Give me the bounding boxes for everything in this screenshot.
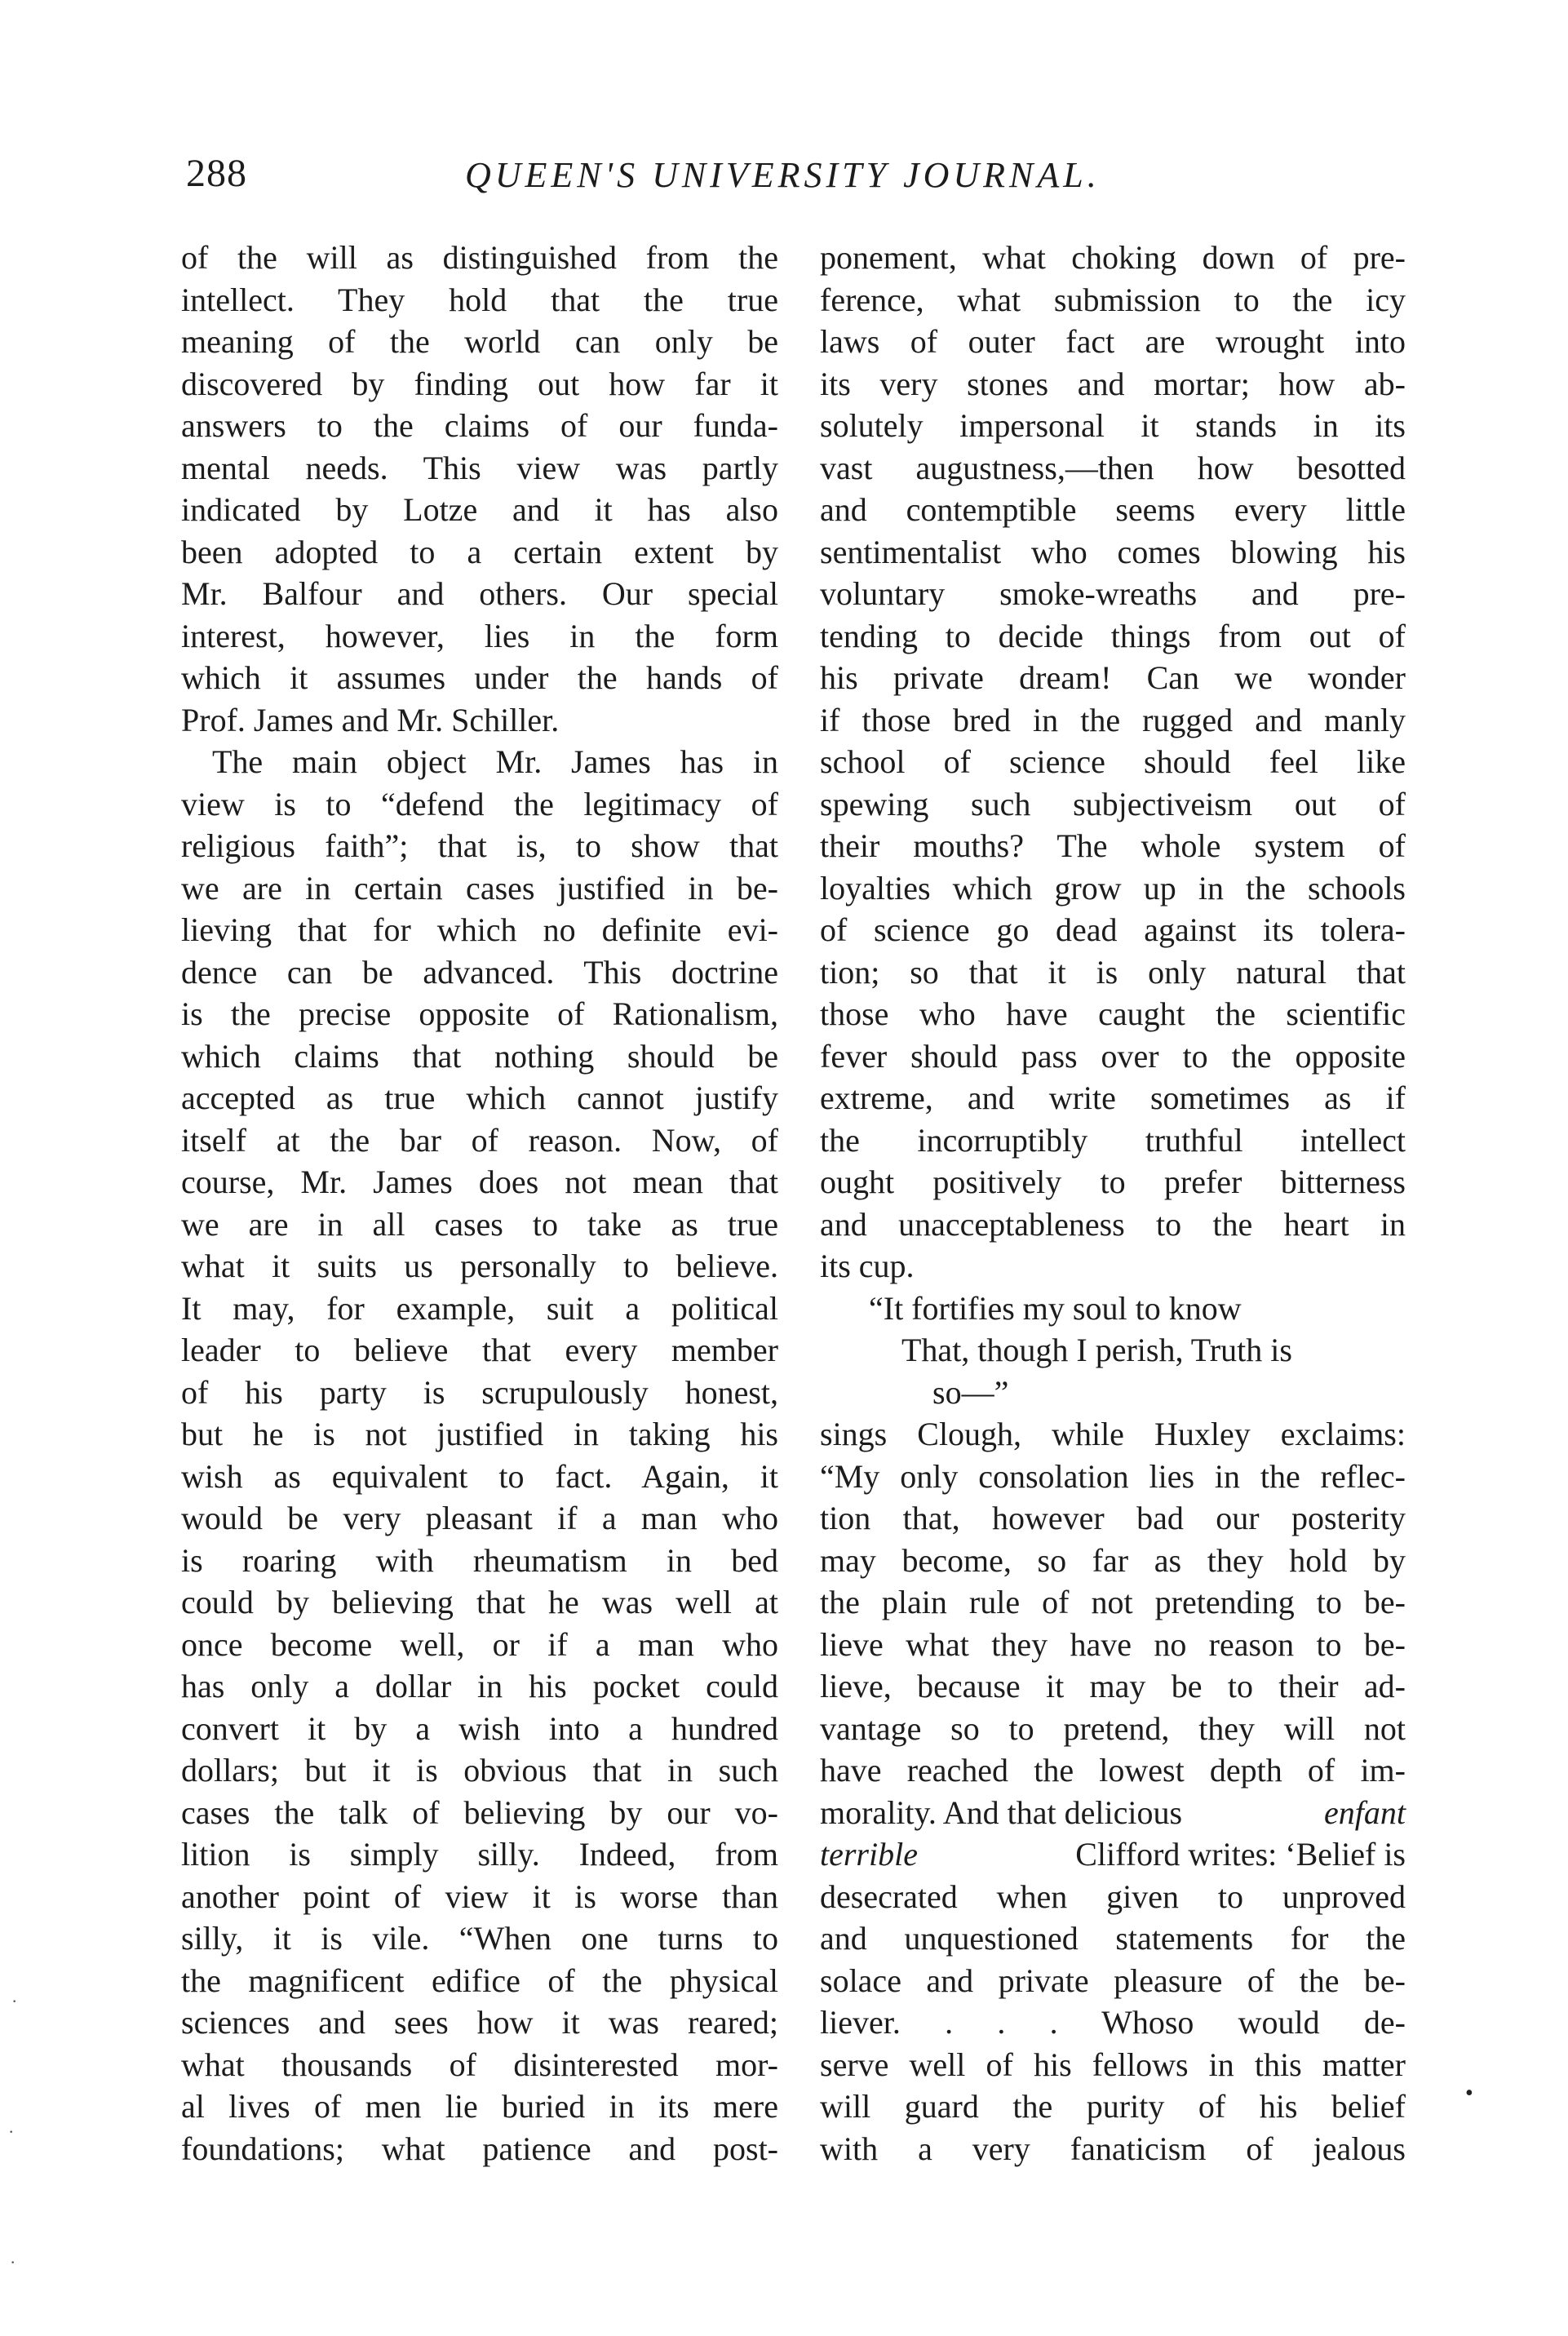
text-line: those who have caught the scientific — [820, 995, 1406, 1032]
page-number: 288 — [186, 152, 247, 195]
text-line: we are in certain cases justified in be- — [181, 869, 778, 906]
text-line: religious faith”; that is, to show that — [181, 827, 778, 864]
text-line: have reached the lowest depth of im- — [820, 1752, 1406, 1789]
text-line: its very stones and mortar; how ab- — [820, 365, 1406, 402]
text-line: the plain rule of not pretending to be- — [820, 1584, 1406, 1620]
text-line: of his party is scrupulously honest, — [181, 1373, 778, 1411]
text-line: spewing such subjectiveism out of — [820, 785, 1406, 822]
text-line: their mouths? The whole system of — [820, 827, 1406, 864]
text-line: dence can be advanced. This doctrine — [181, 953, 778, 991]
text-line: and unquestioned statements for the — [820, 1920, 1406, 1957]
text-line: tending to decide things from out of — [820, 617, 1406, 654]
text-line: with a very fanaticism of jealous — [820, 2130, 1406, 2167]
text-line: wish as equivalent to fact. Again, it — [181, 1457, 778, 1495]
text-line: liever. . . . Whoso would de- — [820, 2004, 1406, 2041]
scan-speck: · — [10, 2252, 16, 2272]
text-line: discovered by finding out how far it — [181, 365, 778, 402]
text-line: The main object Mr. James has in — [212, 743, 778, 780]
text-line: serve well of his fellows in this matter — [820, 2046, 1406, 2083]
text-line: his private dream! Can we wonder — [820, 659, 1406, 696]
right-column — [820, 237, 1406, 2170]
text-line: dollars; but it is obvious that in such — [181, 1752, 778, 1789]
text-line: leader to believe that every member — [181, 1332, 778, 1368]
text-line — [820, 1792, 1406, 1834]
text-line: has only a dollar in his pocket could — [181, 1668, 778, 1704]
text-line: convert it by a wish into a hundred — [181, 1709, 778, 1747]
text-line: which it assumes under the hands of — [181, 659, 778, 696]
text-line: foundations; what patience and post- — [181, 2130, 778, 2167]
text-line: course, Mr. James does not mean that — [181, 1164, 778, 1200]
text-line: vast augustness,—then how besotted — [820, 449, 1406, 486]
text-line: view is to “defend the legitimacy of — [181, 785, 778, 822]
text-line: lition is simply silly. Indeed, from — [181, 1836, 778, 1873]
text-line: ference, what submission to the icy — [820, 281, 1406, 318]
text-line: meaning of the world can only be — [181, 323, 778, 360]
text-line: voluntary smoke-wreaths and pre- — [820, 575, 1406, 612]
text-line: cases the talk of believing by our vo- — [181, 1793, 778, 1831]
text-line: “My only consolation lies in the reflec- — [820, 1457, 1406, 1495]
running-head: QUEEN'S UNIVERSITY JOURNAL. — [465, 155, 1101, 195]
text-line: intellect. They hold that the true — [181, 281, 778, 318]
text-line: the magnificent edifice of the physical — [181, 1961, 778, 1999]
text-line: which claims that nothing should be — [181, 1037, 778, 1075]
text-line: what thousands of disinterested mor- — [181, 2046, 778, 2083]
text-line: may become, so far as they hold by — [820, 1541, 1406, 1579]
text-line: al lives of men lie buried in its mere — [181, 2088, 778, 2125]
text-line: laws of outer fact are wrought into — [820, 323, 1406, 360]
text-line: solutely impersonal it stands in its — [820, 407, 1406, 444]
text-line: once become well, or if a man who — [181, 1625, 778, 1663]
text-fragment: Clifford writes: ‘Belief is — [1075, 1836, 1406, 1873]
text-line: of science go dead against its tolera- — [820, 911, 1406, 948]
scan-speck: · — [11, 1991, 18, 2011]
text-line: ponement, what choking down of pre- — [820, 239, 1406, 276]
text-line: accepted as true which cannot justify — [181, 1079, 778, 1116]
text-line: is the precise opposite of Rationalism, — [181, 995, 778, 1032]
quote-line: so—” — [932, 1373, 1009, 1411]
text-line: will guard the purity of his belief — [820, 2088, 1406, 2125]
text-line: been adopted to a certain extent by — [181, 533, 778, 570]
text-line: would be very pleasant if a man who — [181, 1500, 778, 1536]
scan-speck: · — [8, 2121, 15, 2142]
text-line: and contemptible seems every little — [820, 491, 1406, 528]
text-line: tion that, however bad our posterity — [820, 1500, 1406, 1536]
text-line: indicated by Lotze and it has also — [181, 491, 778, 528]
left-column — [181, 237, 778, 2170]
text-line: loyalties which grow up in the schools — [820, 869, 1406, 906]
text-line: is roaring with rheumatism in bed — [181, 1541, 778, 1579]
text-line: vantage so to pretend, they will not — [820, 1709, 1406, 1747]
quote-line: That, though I perish, Truth is — [901, 1332, 1292, 1368]
text-fragment: morality. And that delicious — [820, 1793, 1183, 1831]
text-line: of the will as distinguished from the — [181, 239, 778, 276]
text-line: school of science should feel like — [820, 743, 1406, 780]
text-line: sciences and sees how it was reared; — [181, 2004, 778, 2041]
text-line: lieve, because it may be to their ad- — [820, 1668, 1406, 1704]
text-line: its cup. — [820, 1248, 915, 1284]
text-line: lieve what they have no reason to be- — [820, 1625, 1406, 1663]
text-line: we are in all cases to take as true — [181, 1205, 778, 1243]
text-line: extreme, and write sometimes as if — [820, 1079, 1406, 1116]
page-header — [0, 151, 1568, 208]
text-line: lieving that for which no definite evi- — [181, 911, 778, 948]
text-line: and unacceptableness to the heart in — [820, 1205, 1406, 1243]
text-line: the incorruptibly truthful intellect — [820, 1121, 1406, 1159]
text-line: sings Clough, while Huxley exclaims: — [820, 1416, 1406, 1452]
text-line: but he is not justified in taking his — [181, 1416, 778, 1452]
text-line: It may, for example, suit a political — [181, 1289, 778, 1327]
text-line — [820, 1833, 1406, 1876]
text-line: mental needs. This view was partly — [181, 449, 778, 486]
text-line: interest, however, lies in the form — [181, 617, 778, 654]
text-line: Prof. James and Mr. Schiller. — [181, 701, 560, 738]
text-line: ought positively to prefer bitterness — [820, 1164, 1406, 1200]
italic-phrase: enfant — [1324, 1793, 1406, 1831]
text-line: solace and private pleasure of the be- — [820, 1961, 1406, 1999]
text-line: desecrated when given to unproved — [820, 1877, 1406, 1915]
quote-line: “It fortifies my soul to know — [869, 1289, 1242, 1327]
text-line: what it suits us personally to believe. — [181, 1248, 778, 1284]
text-line: could by believing that he was well at — [181, 1584, 778, 1620]
italic-phrase: terrible — [820, 1836, 918, 1873]
text-line: tion; so that it is only natural that — [820, 953, 1406, 991]
text-line: if those bred in the rugged and manly — [820, 701, 1406, 738]
text-line: Mr. Balfour and others. Our special — [181, 575, 778, 612]
text-line: itself at the bar of reason. Now, of — [181, 1121, 778, 1159]
text-line: answers to the claims of our funda- — [181, 407, 778, 444]
text-line: fever should pass over to the opposite — [820, 1037, 1406, 1075]
ink-speck: • — [1465, 2081, 1473, 2106]
text-line: another point of view it is worse than — [181, 1877, 778, 1915]
text-line: sentimentalist who comes blowing his — [820, 533, 1406, 570]
text-line: silly, it is vile. “When one turns to — [181, 1920, 778, 1957]
